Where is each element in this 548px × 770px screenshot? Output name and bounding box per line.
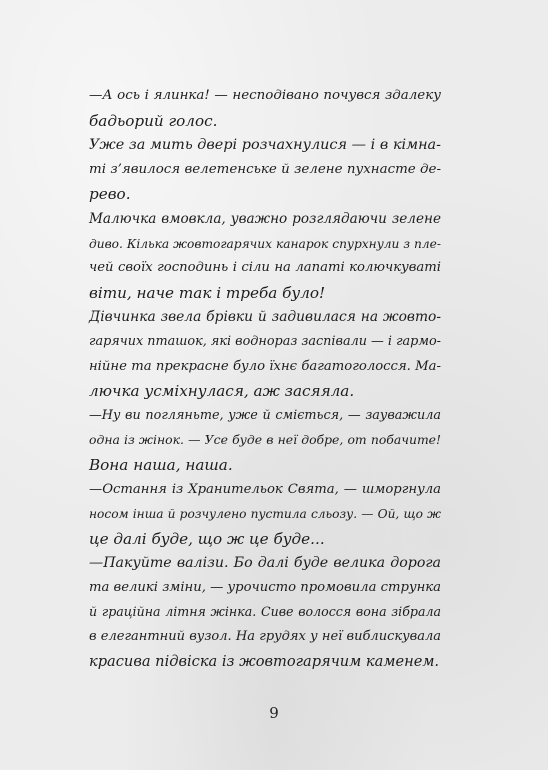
text-line: віти, наче так і треба було! [89,283,326,302]
text-line: —Ну ви погляньте, уже й сміється, — зауважила [89,407,441,423]
text-line: ті з’явилося велетенське й зелене пухнасте де- [89,161,441,177]
body-text [89,84,441,674]
text-line: диво. Кілька жовтогарячих канарок спурхнули з пле- [89,236,441,251]
text-line: нійне та прекрасне було їхнє багатоголосся. Ма- [89,358,441,374]
text-line: лючка усміхнулася, аж засяяла. [89,382,355,401]
text-line: —А ось і ялинка! — несподівано почувся здалеку [89,88,441,103]
text-line: одна із жінок. — Усе буде в неї добре, от побачите! [89,432,441,448]
text-line: й граційна літня жінка. Сиве волосся вона зібрала [89,604,441,620]
text-line: носом інша й розчулено пустила сльозу. — Ой, що ж [89,507,441,522]
text-line: гарячих пташок, які воднораз заспівали — і гармо- [89,333,441,349]
text-line: Вона наша, наша. [89,455,233,474]
text-line: —Пакуйте валізи. Бо далі буде велика дорога [89,555,441,572]
text-line: Уже за мить двері розчахнулися — і в кімна- [89,137,441,154]
text-line: бадьорий голос. [89,111,218,130]
text-line: красива підвіска із жовтогарячим каменем. [89,652,440,670]
text-line: в елегантний вузол. На грудях у неї виблискувала [89,629,441,645]
text-line: це далі буде, що ж це буде... [89,529,325,548]
text-line: Малючка вмовкла, уважно розглядаючи зелене [89,210,441,227]
page-number: 9 [269,704,279,722]
text-line: чей своїх господинь і сіли на лапаті колючкуваті [89,260,441,276]
text-line: рево. [89,185,131,204]
text-line: —Остання із Хранительок Свята, — шморгнула [89,481,441,497]
text-line: та великі зміни, — урочисто промовила струнка [89,579,442,595]
text-line: Дівчинка звела брівки й задивилася на жовто- [89,309,441,326]
